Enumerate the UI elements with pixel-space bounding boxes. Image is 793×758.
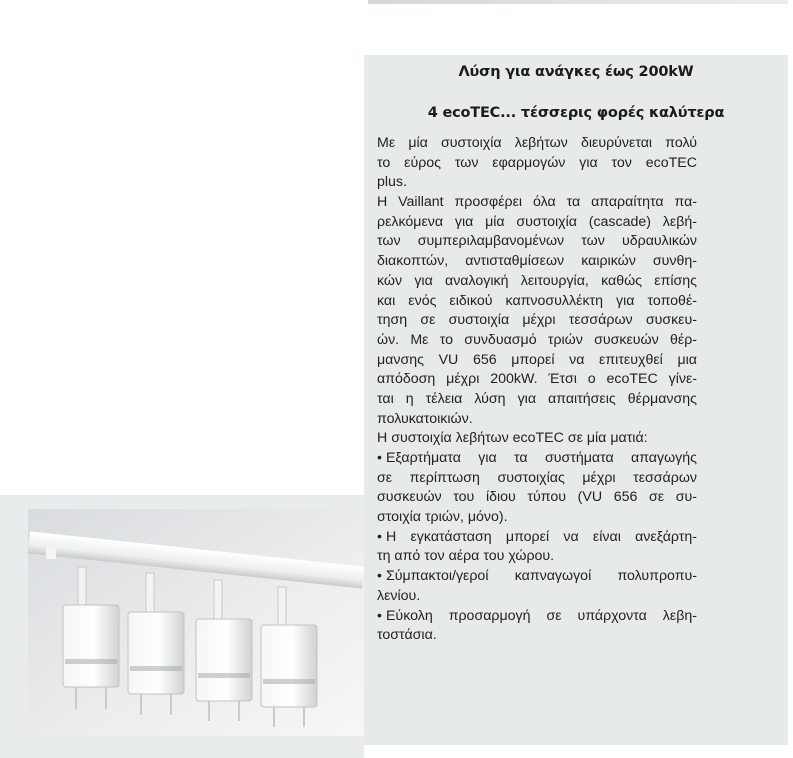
bullet-text: Εύκολη προσαρμογή σε υπάρχοντα λεβη- (385, 607, 697, 624)
body-line: Με μία συστοιχία λεβήτων διευρύνεται πολύ (377, 135, 697, 151)
body-line: ών. Με το συνδυασμό τριών συσκευών θέρ- (377, 331, 697, 348)
body-line: διακοπτών, αντισταθμίσεων καιρικών συνθη- (377, 253, 697, 270)
bullet-line: συσκευών του ίδιου τύπου (VU 656 σε συ- (377, 489, 697, 506)
top-rule (368, 0, 788, 4)
bullet-icon: • (377, 450, 382, 466)
body-text (377, 134, 697, 646)
body-line: κών για αναλογική λειτουργία, καθώς επίσης (377, 272, 697, 289)
body-line: το εύρος των εφαρμογών για τον ecoTEC (377, 154, 697, 171)
bullet-text: Σύμπακτοι/γεροί καπναγωγοί πολυπροπυ- (385, 568, 697, 585)
bullet-line (377, 528, 697, 548)
body-line: μανσης VU 656 μπορεί να επιτευχθεί μια (377, 351, 697, 368)
body-line: plus. (377, 174, 407, 191)
body-line: ται η τέλεια λύση για απαιτήσεις θέρμανσης (377, 390, 697, 407)
bullet-icon: • (377, 607, 382, 624)
body-line: ρελκόμενα για μία συστοιχία (cascade) λεβή- (377, 213, 697, 230)
section-title: Λύση για ανάγκες έως 200kW (458, 64, 694, 80)
body-line: των συμπεριλαμβανομένων των υδραυλικών (377, 233, 697, 250)
bullet-line: στοιχία τριών, μόνο). (377, 509, 508, 526)
body-line: Η συστοιχία λεβήτων ecoTEC σε μία ματιά: (377, 430, 648, 447)
bullet-line: λενίου. (377, 587, 421, 604)
bullet-line (377, 567, 697, 587)
bullet-line: τοστάσια. (377, 627, 437, 644)
bullet-line: τη από τον αέρα του χώρου. (377, 548, 555, 565)
boiler-cascade-photo (28, 509, 364, 736)
bullet-line (377, 607, 697, 627)
subtitle: 4 ecoTEC... τέσσερις φορές καλύτερα (427, 105, 725, 121)
bullet-line (377, 449, 697, 469)
bullet-text: Εξαρτήματα για τα συστήματα απαγωγής (385, 450, 697, 466)
body-line: Η Vaillant προσφέρει όλα τα απαραίτητα πα- (377, 194, 697, 211)
body-line: πολυκατοικιών. (377, 410, 473, 427)
bullet-text: Η εγκατάσταση μπορεί να είναι ανεξάρτη- (385, 528, 697, 545)
body-line: και ενός ειδικού καπνοσυλλέκτη για τοποθέ- (377, 292, 697, 309)
bullet-icon: • (377, 528, 382, 545)
bullet-icon: • (377, 568, 382, 585)
bullet-line: σε περίπτωση συστοιχίας μέχρι τεσσάρων (377, 469, 697, 486)
body-line: τηση σε συστοιχία μέχρι τεσσάρων συσκευ- (377, 312, 697, 329)
body-line: απόδοση μέχρι 200kW. Έτσι ο ecoTEC γίνε- (377, 371, 697, 388)
